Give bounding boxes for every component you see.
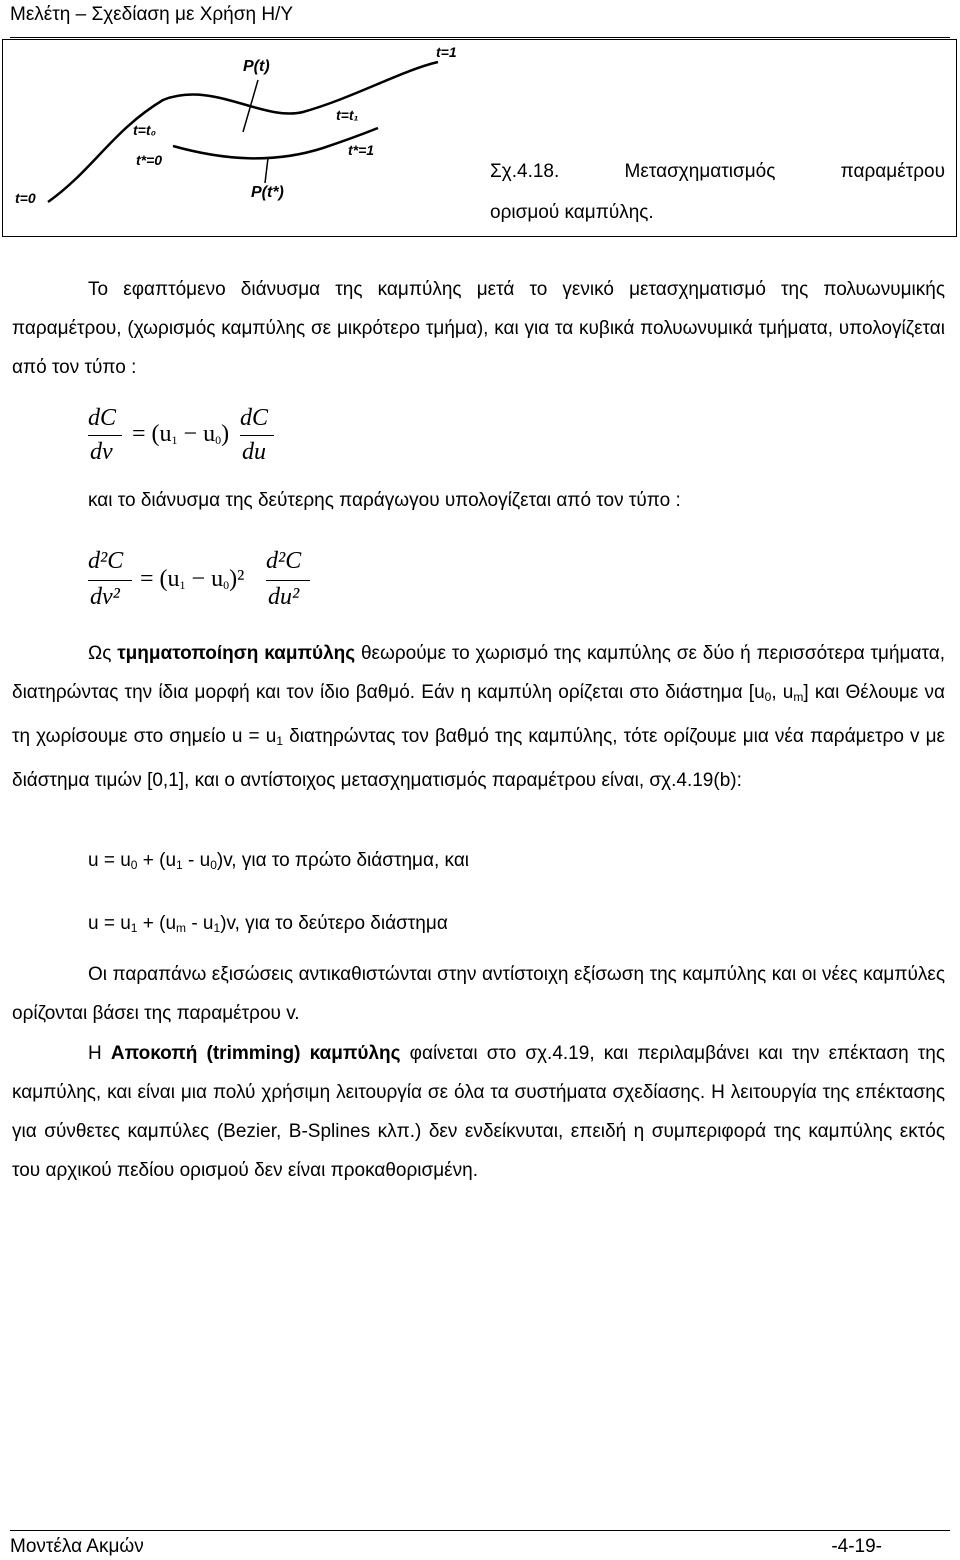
f2-sub0: 0 xyxy=(223,578,230,592)
figure-box xyxy=(2,39,957,237)
f1-num-right: dC xyxy=(240,405,269,431)
intro-paragraph: Το εφαπτόμενο διάνυσμα της καμπύλης μετά το γενικό μετασχηματισμό της πολυωνυμικής παραμέτρου, (χωρισμός καμπύλης σε μικρότερο τμήμα), και για τα κυβικά πολυωνυμικά τμήματα, υπολογίζεται από τον τύπο : xyxy=(12,279,945,378)
f1-den-right: du xyxy=(242,439,266,465)
f2-sub1: 1 xyxy=(179,578,186,592)
f2-bar-right xyxy=(266,580,310,581)
f2-den-left: dv² xyxy=(90,584,120,610)
pointer-pstar xyxy=(265,158,268,183)
seg-sub1: 1 xyxy=(276,734,283,748)
label-t0: t=0 xyxy=(15,190,36,206)
eq2-sub1b: 1 xyxy=(213,921,221,935)
second-derivative-intro: και το διάνυσμα της δεύτερης παράγωγου υπολογίζεται από τον τύπο : xyxy=(88,490,681,511)
page-number: -4-19- xyxy=(831,1536,882,1557)
seg-subm: m xyxy=(793,690,804,704)
label-p-tstar: P(t*) xyxy=(251,184,284,201)
trimming-paragraph xyxy=(12,1034,945,1190)
formula-second-derivative xyxy=(88,548,328,618)
f2-bar-left xyxy=(88,580,132,581)
f1-mid-a: = (u xyxy=(132,421,172,447)
seg-f: διατηρώντας τον βαθμό της καμπύλης, τότε ορίζουμε μια νέα παράμετρο v με διάστημα τιμών [0,1], και ο αντίστοιχος μετασχηματισμός παραμέτρου είναι, σχ.4.19(b): xyxy=(12,726,945,791)
trim-c: φαίνεται στο σχ.4.19, και περιλαμβάνει και την επέκταση της καμπύλης, και είναι μια πολύ χρήσιμη λειτουργία σε όλα τα συστήματα σχεδίασης. Η λειτουργία της επέκτασης για σύνθετες καμπύλες (Bezier, B-Splines κλπ.) δεν ενδείκνυται, επειδή η συμπεριφορά της καμπύλης εκτός του αρχικού πεδίου ορισμού δεν είναι προκαθορισμένη. xyxy=(12,1043,946,1181)
trim-a: Η xyxy=(88,1043,111,1064)
eq1-b: + (u xyxy=(137,850,177,871)
eq1-sub0a: 0 xyxy=(130,858,138,872)
equation-second-interval xyxy=(88,913,448,935)
eq2-d: )v, για το δεύτερο διάστημα xyxy=(220,913,448,934)
eq2-a: u = u xyxy=(88,913,131,934)
f1-mid-b: − u xyxy=(177,421,216,447)
page-header-title: Μελέτη – Σχεδίαση με Χρήση Η/Υ xyxy=(10,4,293,25)
replacement-paragraph: Οι παραπάνω εξισώσεις αντικαθιστώνται στην αντίστοιχη εξίσωση της καμπύλης και οι νέες καμπύλες ορίζονται βάσει της παραμέτρου v. xyxy=(12,964,945,1024)
equation-first-interval xyxy=(88,850,469,872)
f2-mid-a: = (u xyxy=(140,566,180,592)
eq1-sub0b: 0 xyxy=(210,858,217,872)
curve-figure xyxy=(3,40,956,236)
label-t1: t=1 xyxy=(436,44,457,60)
f2-num-right: d²C xyxy=(266,548,302,574)
seg-sub0: 0 xyxy=(764,690,772,704)
eq2-sub1a: 1 xyxy=(130,921,138,935)
f2-close: )² xyxy=(229,566,245,592)
seg-e: ] και Θέλουμε να τη χωρίσουμε στο σημείο u = u xyxy=(12,682,945,747)
f2-middle xyxy=(140,566,244,593)
caption-number: Σχ.4.18. xyxy=(490,161,560,182)
f1-middle xyxy=(132,421,229,448)
f1-sub1: 1 xyxy=(171,433,178,447)
footer-left: Μοντέλα Ακμών xyxy=(10,1536,144,1557)
trim-term: Αποκοπή (trimming) καμπύλης xyxy=(110,1043,401,1064)
seg-d: , u xyxy=(771,682,794,703)
seg-term: τμηματοποίηση καμπύλης xyxy=(117,643,356,664)
formula-first-derivative xyxy=(88,405,288,475)
f1-den-left: dv xyxy=(90,439,113,465)
eq1-a: u = u xyxy=(88,850,131,871)
label-p-t: P(t) xyxy=(243,58,270,75)
eq2-c: - u xyxy=(186,913,214,934)
eq2-subm: m xyxy=(176,921,187,935)
seg-c: θεωρούμε το χωρισμό της καμπύλης σε δύο ή περισσότερα τμήματα, διατηρώντας την ίδια μορφή και τον ίδιο βαθμό. Εάν η καμπύλη ορίζεται στο διάστημα [u xyxy=(12,643,945,703)
seg-a: Ως xyxy=(88,643,118,664)
label-t-t1: t=t₁ xyxy=(336,107,359,123)
f1-bar-left xyxy=(88,435,122,436)
figure-caption-line1 xyxy=(490,161,945,183)
f1-close: ) xyxy=(221,421,230,447)
eq1-sub1: 1 xyxy=(176,858,183,872)
f1-sub0: 0 xyxy=(215,433,222,447)
label-tstar0: t*=0 xyxy=(136,152,163,168)
eq2-b: + (u xyxy=(137,913,177,934)
label-t-t0: t=t₀ xyxy=(133,122,157,138)
header-rule xyxy=(10,37,950,38)
segmentation-paragraph xyxy=(12,634,945,800)
eq1-d: )v, για το πρώτο διάστημα, και xyxy=(216,850,470,871)
f1-bar-right xyxy=(240,435,274,436)
f2-mid-b: − u xyxy=(185,566,224,592)
caption-word1: Μετασχηματισμός xyxy=(624,161,776,182)
eq1-c: - u xyxy=(182,850,211,871)
caption-word2: παραμέτρου xyxy=(840,161,945,182)
figure-caption-line2: ορισμού καμπύλης. xyxy=(490,202,654,223)
f1-num-left: dC xyxy=(88,405,117,431)
f2-num-left: d²C xyxy=(88,548,124,574)
label-tstar1: t*=1 xyxy=(348,142,375,158)
f2-den-right: du² xyxy=(268,584,300,610)
footer-rule xyxy=(10,1530,950,1531)
